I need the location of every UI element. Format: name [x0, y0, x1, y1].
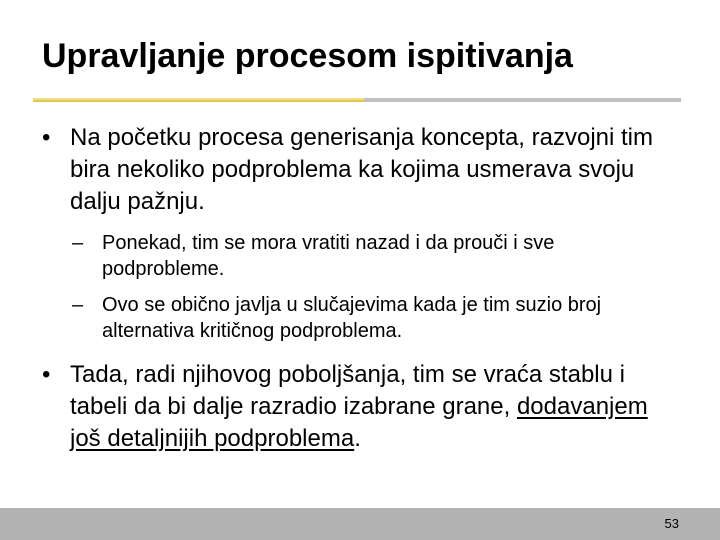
title-underline-rule [33, 98, 681, 102]
bullet-item-2 [42, 359, 682, 455]
sub-bullet-marker: – [72, 294, 84, 316]
bullet-text: Na početku procesa generisanja koncepta, razvojni tim bira nekoliko podproblema ka kojima usmerava svoju dalju pažnju. [70, 124, 653, 215]
sub-bullet-text: Ovo se obično javlja u slučajevima kada je tim suzio broj alternativa kritičnog podproblema. [102, 294, 602, 342]
underlined-phrase: dodavanjem još detaljnijih podproblema [70, 393, 648, 452]
title-rule-accent [33, 98, 364, 102]
bullet-text-end: . [354, 425, 361, 452]
sub-bullet-marker: – [72, 232, 84, 254]
footer-bar [0, 508, 720, 540]
slide-title: Upravljanje procesom ispitivanja [42, 37, 573, 75]
sub-bullet-item-1 [72, 230, 682, 282]
bullet-text-part: Tada, radi njihovog poboljšanja, tim se vraća stablu i tabeli da bi dalje razradio izabrane grane, [70, 361, 625, 420]
page-number: 53 [664, 516, 679, 531]
bullet-item-1 [42, 122, 682, 218]
sub-bullet-text: Ponekad, tim se mora vratiti nazad i da prouči i sve podprobleme. [102, 232, 555, 280]
bullet-marker: • [42, 361, 51, 388]
bullet-marker: • [42, 124, 51, 151]
bullet-text [70, 359, 682, 455]
sub-bullet-item-2 [72, 292, 682, 344]
